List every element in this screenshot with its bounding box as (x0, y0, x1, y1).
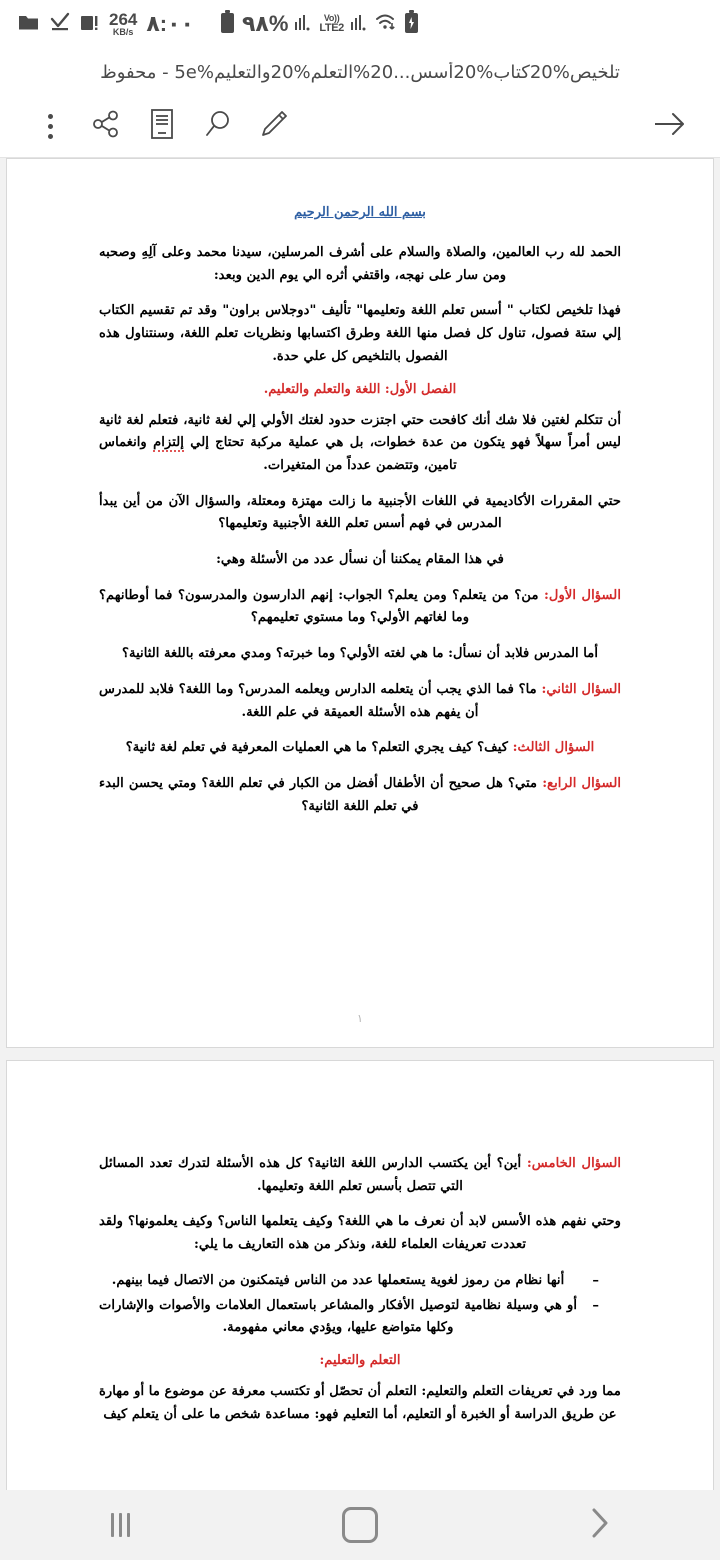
pencil-icon (259, 109, 289, 144)
document-page-2 (6, 1060, 714, 1490)
search-button[interactable] (190, 102, 246, 152)
download-done-icon (49, 12, 71, 37)
question-label: السؤال الثاني: (541, 681, 622, 697)
back-button[interactable] (480, 1490, 720, 1560)
status-bar-right-cluster (18, 11, 194, 37)
signal-bars-icon (295, 12, 312, 37)
question-paragraph (99, 773, 621, 818)
definitions-list (99, 1270, 621, 1340)
network-type-indicator (319, 14, 343, 34)
arrow-right-icon (650, 110, 690, 143)
battery-saver-icon (404, 10, 419, 39)
alert-icon (80, 12, 100, 37)
reading-mode-button[interactable] (134, 102, 190, 152)
question-label: السؤال الخامس: (526, 1156, 622, 1171)
question-text: كيف؟ كيف يجري التعلم؟ ما هي العمليات المعرفية في تعلم لغة ثانية؟ (125, 740, 513, 756)
edit-button[interactable] (246, 102, 302, 152)
document-title: تلخيص%20كتاب%20أسس...20%التعلم%20والتعليم%5e - محفوظ (100, 61, 620, 83)
recents-icon (111, 1513, 130, 1537)
overflow-menu-button[interactable] (22, 102, 78, 152)
document-scroll-area[interactable] (0, 158, 720, 1490)
question-paragraph (99, 737, 621, 760)
share-icon (91, 109, 121, 144)
question-text: متي؟ هل صحيح أن الأطفال أفضل من الكبار في تعلم اللغة؟ ومتي يحسن البدء في تعلم اللغة الثانية؟ (99, 775, 543, 814)
basmala-heading: بسم الله الرحمن الرحيم (294, 205, 426, 220)
status-bar-left-cluster (194, 10, 419, 39)
document-page-1 (6, 158, 714, 1048)
paragraph-part: وانغماس تامين، وتتضمن عدداً من المتغيرات. (99, 435, 457, 473)
wifi-icon (375, 12, 397, 37)
volte-label: Vo)) (323, 13, 340, 23)
clock-label: ٨:٠٠ (146, 11, 194, 36)
list-item: – أو هي وسيلة نظامية لتوصيل الأفكار والمشاعر باستعمال العلامات والأصوات والإشارات وكلها متواضع عليها، ويؤدي معاني مفهومة. (99, 1295, 599, 1340)
paragraph-part: أن تتكلم لغتين فلا شك أنك كافحت حتي اجتزت حدود لغتك الأولي إلي لغة ثانية، فتعلم لغة ثانية ليس أمراً سهلاً فهو يتكون من عدة خطوات، بل هي عملية مركبة تحتاج إلي (99, 412, 622, 451)
search-icon (203, 109, 233, 144)
list-item: – أنها نظام من رموز لغوية يستعملها عدد من الناس فيتمكنون من الاتصال فيما بينهم. (99, 1270, 599, 1293)
android-navigation-bar (0, 1490, 720, 1560)
data-rate-value: 264 (109, 10, 138, 29)
question-text: ما؟ فما الذي يجب أن يتعلمه الدارس ويعلمه المدرس؟ وما اللغة؟ فلابد للمدرس أن يفهم هذه الأسئلة العميقة في علم اللغة. (99, 681, 542, 720)
data-rate-unit: KB/s (112, 27, 134, 37)
battery-icon (220, 10, 235, 39)
paragraph: وحتي نفهم هذه الأسس لابد أن نعرف ما هي اللغة؟ وكيف يتعلمها الناس؟ وكيف يعلمونها؟ ولقد تعددت تعريفات العلماء للغة، ونذكر من هذه التعاريف ما يلي: (99, 1214, 621, 1253)
home-icon (342, 1507, 378, 1543)
chevron-right-icon (587, 1503, 613, 1548)
paragraph: أما المدرس فلابد أن نسأل: ما هي لغته الأولي؟ وما خبرته؟ ومدي معرفته باللغة الثانية؟ (122, 646, 598, 662)
page-number: ١ (357, 1012, 363, 1025)
app-title-bar (0, 48, 720, 96)
question-paragraph (99, 679, 621, 724)
paragraph: مما ورد في تعريفات التعلم والتعليم: التعلم أن تحصّل أو تكتسب معرفة عن موضوع ما أو مهارة عن طريق الدراسة أو الخبرة أو التعليم، أما التعليم فهو: مساعدة شخص ما على أن يتعلم كيف (99, 1383, 621, 1422)
lte-label: LTE2 (319, 22, 344, 34)
home-button[interactable] (240, 1490, 480, 1560)
data-rate-indicator (109, 11, 137, 37)
question-label: السؤال الأول: (544, 587, 621, 603)
spellcheck-word: إلتزام (153, 435, 184, 451)
question-label: السؤال الرابع: (542, 775, 621, 791)
folder-icon (18, 12, 40, 37)
overflow-menu-icon (48, 112, 53, 142)
paragraph-with-spellcheck (99, 410, 621, 478)
recents-button[interactable] (0, 1490, 240, 1560)
paragraph: حتي المقررات الأكاديمية في اللغات الأجنبية ما زالت مهتزة ومعتلة، والسؤال الآن من أين يبدأ المدرس في فهم أسس تعلم اللغة الأجنبية وتعليمها؟ (99, 493, 621, 532)
chapter-heading: الفصل الأول: اللغة والتعلم والتعليم. (263, 381, 457, 397)
forward-button[interactable] (642, 102, 698, 152)
document-icon (148, 108, 176, 145)
question-text: من؟ من يتعلم؟ ومن يعلم؟ الجواب: إنهم الدارسون والمدرسون؟ فما أوطانهم؟ وما لغاتهم الأولي؟ وما مستوي تعليمهم؟ (99, 587, 545, 626)
paragraph: في هذا المقام يمكننا أن نسأل عدد من الأسئلة وهي: (216, 552, 504, 568)
signal-bars-2-icon (351, 12, 368, 37)
paragraph: فهذا تلخيص لكتاب " أسس تعلم اللغة وتعليمها" تأليف "دوجلاس براون" وقد تم تقسيم الكتاب إلي ستة فصول، تناول كل فصل منها اللغة وطرق اكتسابها ونظريات تعلم اللغة، وسنتناول هذه الفصول بالتلخيص كل علي حدة. (99, 303, 621, 364)
section-heading: التعلم والتعليم: (319, 1352, 401, 1368)
battery-percent-label: ٩٨% (241, 11, 289, 36)
question-text: أين؟ أين يكتسب الدارس اللغة الثانية؟ كل هذه الأسئلة لتدرك تعدد المسائل التي تتصل بأسس تعلم اللغة وتعليمها. (99, 1156, 527, 1194)
status-bar[interactable] (0, 0, 720, 48)
question-paragraph (99, 585, 621, 630)
share-button[interactable] (78, 102, 134, 152)
question-label: السؤال الثالث: (512, 740, 595, 756)
question-paragraph (99, 1153, 621, 1198)
toolbar (0, 96, 720, 158)
paragraph: الحمد لله رب العالمين، والصلاة والسلام على أشرف المرسلين، سيدنا محمد وعلى آلِهِ وصحبه ومن سار على نهجه، واقتفي أثره الي يوم الدين وبعد: (99, 245, 621, 283)
